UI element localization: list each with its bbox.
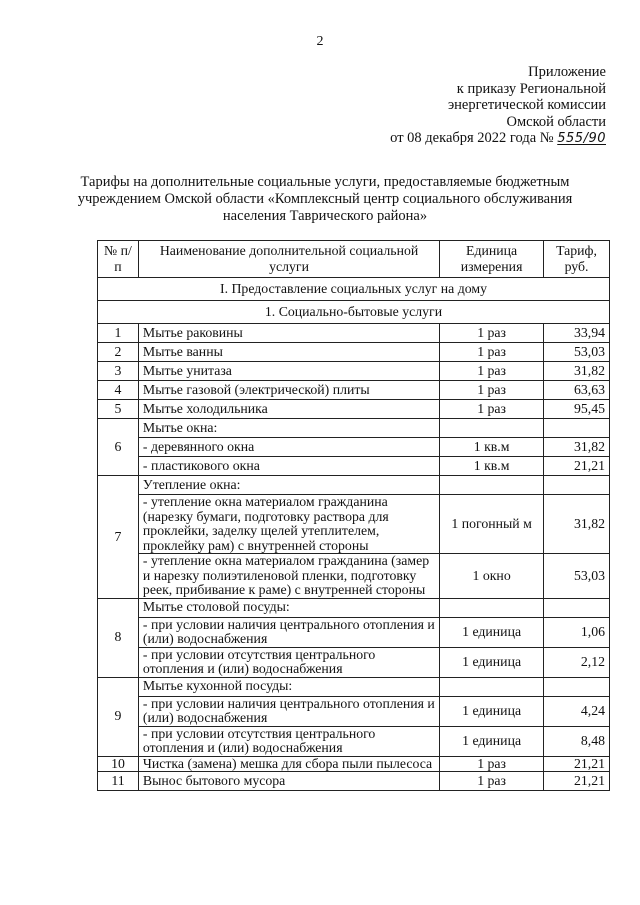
row-tariff: 53,03 (544, 554, 610, 599)
row-num: 7 (98, 476, 139, 599)
empty-cell (544, 677, 610, 696)
header-num: № п/п (98, 241, 139, 278)
row-tariff: 8,48 (544, 726, 610, 756)
table-row (98, 457, 610, 476)
row-unit: 1 раз (440, 772, 544, 791)
table-row (98, 324, 610, 343)
header-unit: Единица измерения (440, 241, 544, 278)
row-tariff: 21,21 (544, 457, 610, 476)
order-number-handwritten: 555/90 (557, 131, 606, 146)
appendix-date: от 08 декабря 2022 года № (390, 130, 554, 146)
table-row (98, 381, 610, 400)
row-name: - пластикового окна (138, 457, 439, 476)
row-unit: 1 единица (440, 617, 544, 647)
row-name: - утепление окна материалом гражданина (замер и нарезку полиэтиленовой пленки, подготовку реек, прибивание к раме) с внутренней стороны (138, 554, 439, 599)
empty-cell (440, 677, 544, 696)
row-name: Мытье ванны (138, 343, 439, 362)
section-row (98, 278, 610, 301)
empty-cell (544, 419, 610, 438)
row-unit: 1 кв.м (440, 457, 544, 476)
row-name: Мытье унитаза (138, 362, 439, 381)
row-num: 5 (98, 400, 139, 419)
row-name: - деревянного окна (138, 438, 439, 457)
table-row (98, 495, 610, 554)
row-tariff: 2,12 (544, 647, 610, 677)
row-tariff: 95,45 (544, 400, 610, 419)
row-num: 8 (98, 598, 139, 677)
row-name: Мытье холодильника (138, 400, 439, 419)
row-unit: 1 кв.м (440, 438, 544, 457)
group-title: Мытье столовой посуды: (138, 598, 439, 617)
row-name: Вынос бытового мусора (138, 772, 439, 791)
row-num: 3 (98, 362, 139, 381)
row-tariff: 4,24 (544, 696, 610, 726)
appendix-block (390, 64, 606, 148)
row-unit: 1 раз (440, 343, 544, 362)
empty-cell (440, 476, 544, 495)
table-row (98, 696, 610, 726)
row-tariff: 33,94 (544, 324, 610, 343)
row-unit: 1 погонный м (440, 495, 544, 554)
table-header-row (98, 241, 610, 278)
row-num: 2 (98, 343, 139, 362)
appendix-date-line (390, 130, 606, 148)
appendix-line: к приказу Региональной (456, 80, 606, 97)
row-tariff: 21,21 (544, 772, 610, 791)
row-num: 1 (98, 324, 139, 343)
appendix-line: энергетической комиссии (447, 97, 606, 113)
document-title: Тарифы на дополнительные социальные услуги, предоставляемые бюджетным учреждением Омской области «Комплексный центр социального обслуживания населения Таврического района» (77, 174, 573, 224)
empty-cell (544, 598, 610, 617)
row-unit: 1 раз (440, 362, 544, 381)
table-row (98, 343, 610, 362)
subsection-title: 1. Социально-бытовые услуги (98, 301, 610, 324)
page-number: 2 (316, 34, 324, 49)
row-name: - при условии отсутствия центрального отопления и (или) водоснабжения (138, 726, 439, 756)
appendix-line: Омской области (506, 113, 606, 130)
row-unit: 1 единица (440, 696, 544, 726)
appendix-line: Приложение (528, 64, 606, 80)
table-row (98, 419, 610, 438)
row-tariff: 31,82 (544, 495, 610, 554)
row-name: - при условии наличия центрального отопления и (или) водоснабжения (138, 696, 439, 726)
table-row (98, 362, 610, 381)
row-name: Чистка (замена) мешка для сбора пыли пылесоса (138, 756, 439, 772)
table-row (98, 726, 610, 756)
table-row (98, 617, 610, 647)
empty-cell (440, 419, 544, 438)
row-unit: 1 единица (440, 726, 544, 756)
row-tariff: 31,82 (544, 438, 610, 457)
row-unit: 1 раз (440, 381, 544, 400)
empty-cell (440, 598, 544, 617)
header-tariff: Тариф, руб. (544, 241, 610, 278)
row-tariff: 53,03 (544, 343, 610, 362)
group-title: Мытье кухонной посуды: (138, 677, 439, 696)
row-tariff: 21,21 (544, 756, 610, 772)
row-name: Мытье раковины (138, 324, 439, 343)
row-name: - при условии наличия центрального отопления и (или) водоснабжения (138, 617, 439, 647)
row-num: 10 (98, 756, 139, 772)
table-row (98, 476, 610, 495)
table-row (98, 756, 610, 772)
row-tariff: 1,06 (544, 617, 610, 647)
row-num: 11 (98, 772, 139, 791)
row-name: Мытье газовой (электрической) плиты (138, 381, 439, 400)
tariff-table (97, 240, 610, 791)
empty-cell (544, 476, 610, 495)
table-row (98, 647, 610, 677)
row-tariff: 63,63 (544, 381, 610, 400)
row-tariff: 31,82 (544, 362, 610, 381)
section-title: I. Предоставление социальных услуг на дому (98, 278, 610, 301)
row-unit: 1 раз (440, 400, 544, 419)
group-title: Мытье окна: (138, 419, 439, 438)
header-name: Наименование дополнительной социальной услуги (138, 241, 439, 278)
table-row (98, 772, 610, 791)
row-name: - при условии отсутствия центрального отопления и (или) водоснабжения (138, 647, 439, 677)
table-row (98, 400, 610, 419)
row-unit: 1 единица (440, 647, 544, 677)
table-row (98, 598, 610, 617)
table-row (98, 438, 610, 457)
row-name: - утепление окна материалом гражданина (нарезку бумаги, подготовку раствора для проклейки, заделку щелей утеплителем, проклейку рам) с внутренней стороны (138, 495, 439, 554)
row-num: 9 (98, 677, 139, 756)
subsection-row (98, 301, 610, 324)
row-num: 4 (98, 381, 139, 400)
row-unit: 1 раз (440, 324, 544, 343)
row-unit: 1 окно (440, 554, 544, 599)
table-row (98, 554, 610, 599)
group-title: Утепление окна: (138, 476, 439, 495)
row-unit: 1 раз (440, 756, 544, 772)
row-num: 6 (98, 419, 139, 476)
table-row (98, 677, 610, 696)
